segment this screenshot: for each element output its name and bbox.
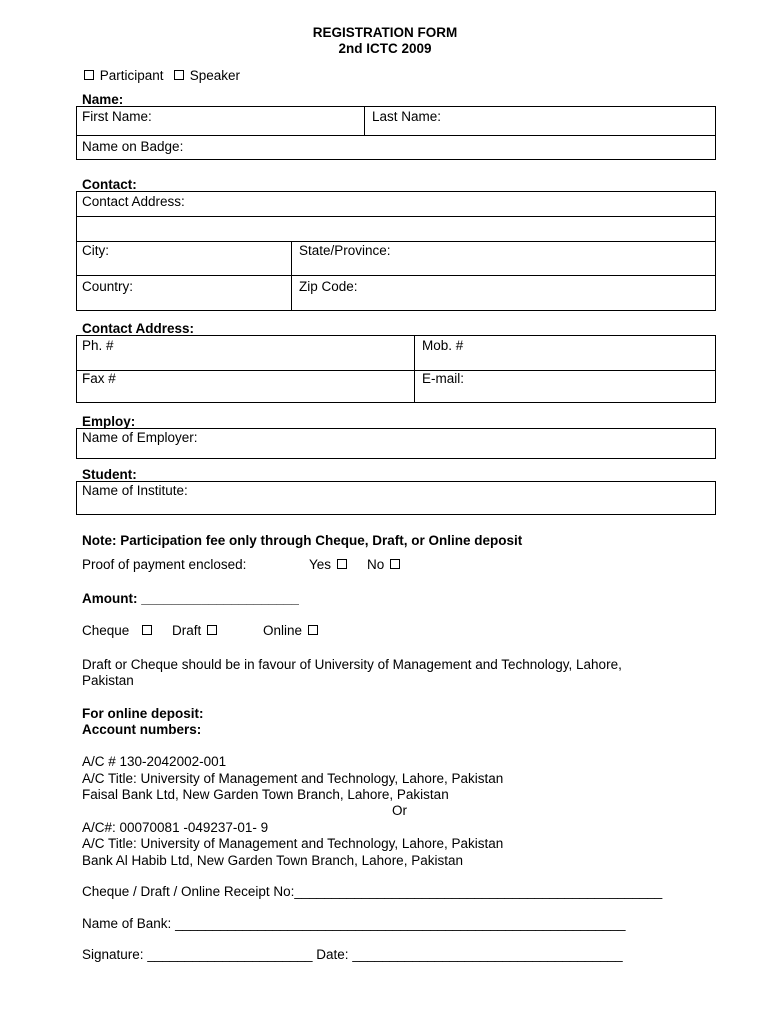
cheque-label: Cheque <box>82 623 130 638</box>
online-checkbox[interactable] <box>308 625 318 635</box>
amount-blank[interactable]: _____________________ <box>141 591 299 606</box>
divider <box>77 135 715 136</box>
account1-number: A/C # 130-2042002-001 <box>82 754 227 769</box>
signature-label: Signature: <box>82 947 144 962</box>
account2-bank: Bank Al Habib Ltd, New Garden Town Branch, Lahore, Pakistan <box>82 853 463 868</box>
yes-checkbox[interactable] <box>337 559 347 569</box>
divider <box>364 107 365 135</box>
employer-table <box>76 428 716 459</box>
fax-field[interactable]: Fax # <box>82 371 116 386</box>
favour-note-line2: Pakistan <box>82 673 134 688</box>
divider <box>291 241 292 310</box>
account-numbers-heading: Account numbers: <box>82 722 202 737</box>
draft-option[interactable] <box>172 623 219 638</box>
amount-label: Amount: <box>82 591 138 606</box>
date-blank[interactable]: ____________________________________ <box>352 947 623 962</box>
speaker-option[interactable] <box>172 68 240 83</box>
signature-blank[interactable]: ______________________ <box>147 947 313 962</box>
receipt-number-field[interactable] <box>82 884 662 899</box>
no-label: No <box>367 557 385 572</box>
account1-title: A/C Title: University of Management and Technology, Lahore, Pakistan <box>82 771 504 786</box>
online-label: Online <box>263 623 303 638</box>
account2-number: A/C#: 00070081 -049237-01- 9 <box>82 820 269 835</box>
proof-yes-option[interactable] <box>309 557 349 572</box>
speaker-label: Speaker <box>189 68 241 83</box>
divider <box>77 241 715 242</box>
receipt-label: Cheque / Draft / Online Receipt No: <box>82 884 295 899</box>
first-name-field[interactable]: First Name: <box>82 109 152 124</box>
participant-checkbox[interactable] <box>84 70 94 80</box>
student-heading: Student: <box>82 467 137 482</box>
name-heading: Name: <box>82 92 124 107</box>
participant-label: Participant <box>99 68 164 83</box>
email-field[interactable]: E-mail: <box>422 371 465 386</box>
draft-label: Draft <box>172 623 202 638</box>
employer-field[interactable]: Name of Employer: <box>82 430 198 445</box>
divider <box>77 370 715 371</box>
form-title: REGISTRATION FORM <box>312 25 458 40</box>
institute-table <box>76 481 716 515</box>
account2-title: A/C Title: University of Management and Technology, Lahore, Pakistan <box>82 836 504 851</box>
participant-option[interactable] <box>82 68 164 83</box>
no-checkbox[interactable] <box>390 559 400 569</box>
phone-field[interactable]: Ph. # <box>82 338 114 353</box>
cheque-option[interactable] <box>82 623 154 638</box>
name-table <box>76 106 716 160</box>
amount-field[interactable] <box>82 591 299 606</box>
zip-field[interactable]: Zip Code: <box>299 279 358 294</box>
date-label: Date: <box>316 947 349 962</box>
signature-date-row <box>82 947 623 962</box>
country-field[interactable]: Country: <box>82 279 134 294</box>
contact-table <box>76 191 716 311</box>
phone-heading: Contact Address: <box>82 321 195 336</box>
city-field[interactable]: City: <box>82 243 109 258</box>
bank-name-field[interactable] <box>82 916 626 931</box>
form-subtitle: 2nd ICTC 2009 <box>338 41 432 56</box>
state-field[interactable]: State/Province: <box>299 243 391 258</box>
divider <box>77 275 715 276</box>
speaker-checkbox[interactable] <box>174 70 184 80</box>
employ-heading: Employ: <box>82 414 136 429</box>
draft-checkbox[interactable] <box>207 625 217 635</box>
badge-name-field[interactable]: Name on Badge: <box>82 139 184 154</box>
proof-no-option[interactable] <box>367 557 402 572</box>
bank-blank[interactable]: ____________________________________________________________ <box>175 916 626 931</box>
receipt-blank[interactable]: _________________________________________________ <box>294 884 663 899</box>
yes-label: Yes <box>309 557 332 572</box>
last-name-field[interactable]: Last Name: <box>372 109 442 124</box>
online-deposit-heading: For online deposit: <box>82 706 204 721</box>
payment-note: Note: Participation fee only through Cheque, Draft, or Online deposit <box>82 533 523 548</box>
online-option[interactable] <box>263 623 320 638</box>
divider <box>414 336 415 402</box>
phone-table <box>76 335 716 403</box>
proof-label: Proof of payment enclosed: <box>82 557 247 572</box>
favour-note-line1: Draft or Cheque should be in favour of University of Management and Technology, Lahore, <box>82 657 622 672</box>
contact-heading: Contact: <box>82 177 137 192</box>
or-separator: Or <box>392 803 407 818</box>
bank-label: Name of Bank: <box>82 916 172 931</box>
account1-bank: Faisal Bank Ltd, New Garden Town Branch, Lahore, Pakistan <box>82 787 449 802</box>
cheque-checkbox[interactable] <box>142 625 152 635</box>
mobile-field[interactable]: Mob. # <box>422 338 464 353</box>
contact-address-field[interactable]: Contact Address: <box>82 194 185 209</box>
divider <box>77 216 715 217</box>
institute-field[interactable]: Name of Institute: <box>82 483 188 498</box>
